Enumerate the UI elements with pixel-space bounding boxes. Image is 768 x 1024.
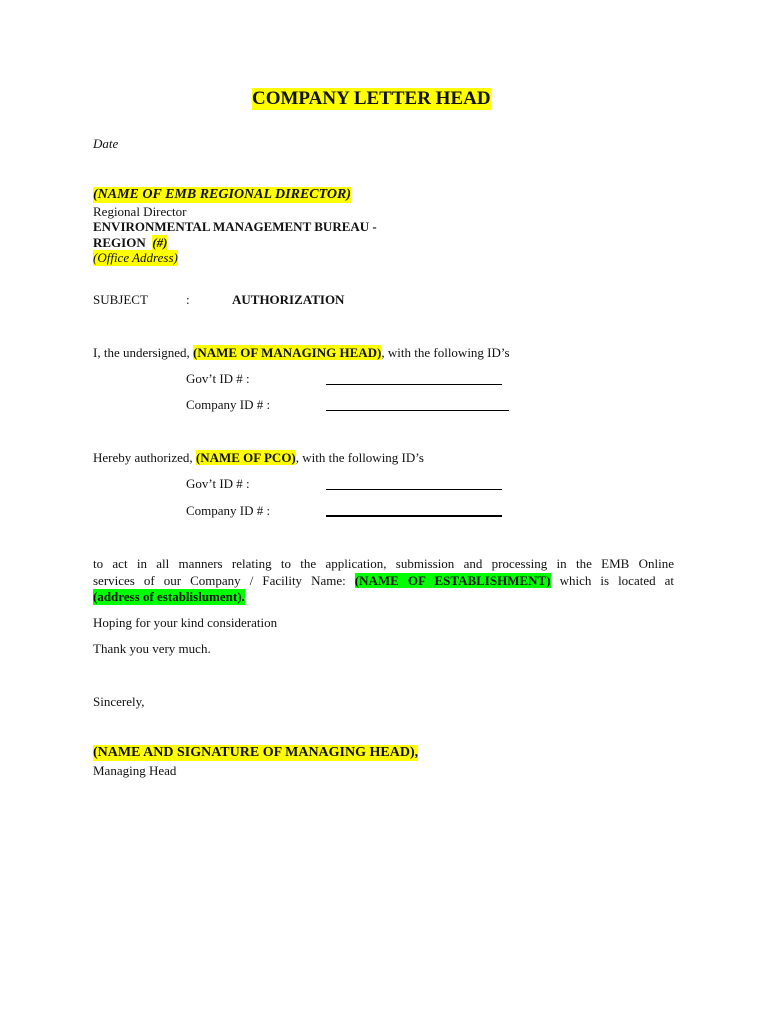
subject-colon: : xyxy=(186,292,190,307)
paragraph2-prefix: Hereby authorized, xyxy=(93,450,193,465)
company-id-label-1: Company ID # : xyxy=(186,397,271,412)
date-label: Date xyxy=(93,136,119,151)
govt-id-blank-line-1 xyxy=(326,384,502,385)
paragraph-undersigned xyxy=(93,345,510,361)
signature-title: Managing Head xyxy=(93,763,177,778)
closing-thanks: Thank you very much. xyxy=(93,641,211,656)
paragraph-authorized xyxy=(93,450,424,466)
paragraph1-prefix: I, the undersigned, xyxy=(93,345,190,360)
region-placeholder: (#) xyxy=(152,235,168,250)
region-label: REGION xyxy=(93,235,146,250)
signature-placeholder: (NAME AND SIGNATURE OF MANAGING HEAD), xyxy=(93,745,419,760)
letterhead-title: COMPANY LETTER HEAD xyxy=(252,88,491,109)
subject-value: AUTHORIZATION xyxy=(232,292,345,307)
establishment-address-placeholder: (address of establislument). xyxy=(93,589,245,604)
paragraph-act-line2 xyxy=(93,572,674,589)
managing-head-placeholder: (NAME OF MANAGING HEAD) xyxy=(193,345,382,360)
govt-id-blank-line-2 xyxy=(326,489,502,490)
subject-label: SUBJECT xyxy=(93,292,148,307)
office-address-placeholder: (Office Address) xyxy=(93,250,178,265)
addressee-office-line1: ENVIRONMENTAL MANAGEMENT BUREAU - xyxy=(93,219,377,234)
company-id-label-2: Company ID # : xyxy=(186,503,271,518)
addressee-position: Regional Director xyxy=(93,204,187,219)
company-id-blank-line-2 xyxy=(326,515,502,517)
govt-id-label-1: Gov’t ID # : xyxy=(186,371,250,386)
establishment-name-placeholder: (NAME OF ESTABLISHMENT) xyxy=(354,573,551,588)
located-at-suffix: which is located at xyxy=(559,573,675,588)
paragraph1-suffix: , with the following ID’s xyxy=(381,345,510,360)
paragraph-act-line1: to act in all manners relating to the application, submission and processing in the EMB Online xyxy=(93,556,674,571)
closing-hope: Hoping for your kind consideration xyxy=(93,615,278,630)
facility-name-prefix: services of our Company / Facility Name: xyxy=(93,573,346,588)
closing-sincerely: Sincerely, xyxy=(93,694,145,709)
paragraph2-suffix: , with the following ID’s xyxy=(295,450,424,465)
addressee-name-placeholder: (NAME OF EMB REGIONAL DIRECTOR) xyxy=(93,187,352,202)
govt-id-label-2: Gov’t ID # : xyxy=(186,476,250,491)
pco-placeholder: (NAME OF PCO) xyxy=(195,450,296,465)
company-id-blank-line-1 xyxy=(326,410,509,411)
addressee-office-line2-row xyxy=(93,235,167,251)
